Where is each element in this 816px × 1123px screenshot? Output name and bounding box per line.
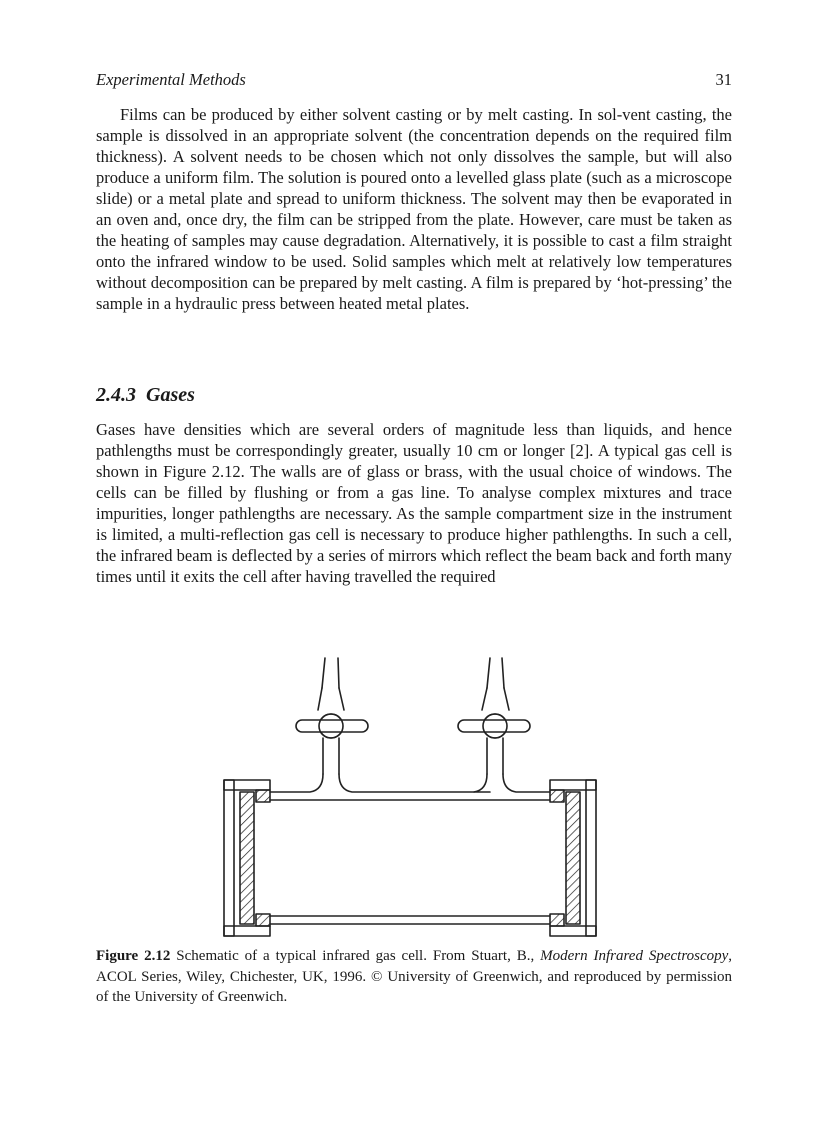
- gas-cell-figure: [210, 652, 620, 944]
- left-window: [224, 780, 270, 936]
- cell-body: [270, 800, 550, 924]
- section-title: Gases: [146, 384, 195, 406]
- left-stopcock: [270, 658, 490, 792]
- running-header: [96, 70, 732, 94]
- caption-book-title: Modern Infrared Spectroscopy: [540, 948, 729, 964]
- caption-text-1: Schematic of a typical infrared gas cell. From Stuart, B.,: [176, 948, 541, 964]
- paragraph-gases: Gases have densities which are several orders of magnitude less than liquids, and hence pathlengths must be correspondingly greater, usually 10 cm or longer [2]. A typical gas cell is shown in Figure 2.12. The walls are of glass or brass, with the usual choice of windows. The cells can be filled by flushing or from a gas line. To analyse complex mixtures and trace impurities, longer pathlengths are necessary. As the sample compartment size in the instrument is limited, a multi-reflection gas cell is necessary to produce higher pathlengths. In such a cell, the infrared beam is deflected by a series of mirrors which reflect the beam back and forth many times until it exits the cell after having travelled the required: [96, 420, 732, 586]
- page-number: 31: [715, 70, 732, 89]
- figure-label: Figure 2.12: [96, 948, 171, 964]
- figure-caption: [96, 946, 732, 1008]
- section-number: 2.4.3: [96, 384, 136, 406]
- right-stopcock: [458, 658, 550, 792]
- caption-text-2: , ACOL Series, Wiley, Chichester, UK, 1996. © University of Greenwich, and reproduced by permission of the University of Greenwich.: [96, 948, 733, 1005]
- right-window: [550, 780, 596, 936]
- running-title: Experimental Methods: [96, 70, 246, 89]
- paragraph-film-casting: Films can be produced by either solvent casting or by melt casting. In sol-vent casting, the sample is dissolved in an appropriate solvent (the concentration depends on the required film thickness). A solvent needs to be chosen which not only dissolves the sample, but will also produce a uniform film. The solution is poured onto a levelled glass plate (such as a microscope slide) or a metal plate and spread to uniform thickness. The solvent may then be evaporated in an oven and, once dry, the film can be stripped from the plate. However, care must be taken as the heating of samples may cause degradation. Alternatively, it is possible to cast a film straight onto the infrared window to be used. Solid samples which melt at relatively low temperatures without decomposition can be prepared by melt casting. A film is prepared by ‘hot-pressing’ the sample in a hydraulic press between heated metal plates.: [96, 105, 732, 313]
- section-heading: [96, 384, 195, 407]
- gas-cell-schematic: [210, 652, 620, 944]
